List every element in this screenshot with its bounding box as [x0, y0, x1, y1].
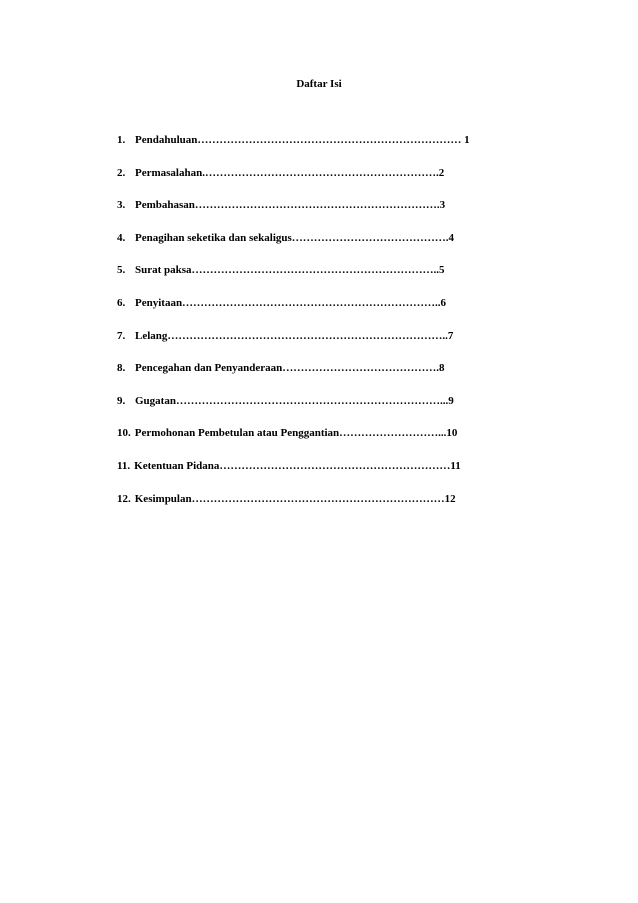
toc-entry: [117, 426, 517, 441]
toc-entry-number: 5.: [117, 264, 126, 277]
toc-entry-text: Surat paksa…………………………………………………………..5: [135, 264, 445, 277]
toc-entry-number: 8.: [117, 362, 126, 375]
toc-entry-text: Ketentuan Pidana………………………………………………………11: [134, 459, 461, 472]
toc-entry-number: 4.: [117, 231, 126, 244]
toc-entry-number: 7.: [117, 329, 126, 342]
toc-entry: [117, 133, 517, 148]
toc-entry-text: Permohonan Pembetulan atau Penggantian………………………...10: [134, 427, 458, 440]
toc-list: [117, 133, 517, 524]
toc-entry-text: Pendahuluan……………………………………………………………… 1: [135, 134, 470, 146]
toc-entry-text: Penyitaan……………………………………………………………..6: [135, 296, 447, 309]
toc-entry-text: Penagihan seketika dan sekaligus…………………………………….4: [135, 231, 455, 244]
toc-entry-text: Lelang…………………………………………………………………..7: [135, 329, 454, 342]
toc-entry: [117, 394, 517, 409]
toc-entry: [117, 329, 517, 344]
toc-entry: [117, 231, 517, 246]
toc-entry-text: Permasalahan.……………………………………………………….2: [135, 166, 445, 179]
toc-entry: [117, 263, 517, 278]
toc-entry-number: 1.: [117, 134, 126, 146]
toc-entry-number: 6.: [117, 296, 126, 309]
toc-entry: [117, 296, 517, 311]
toc-entry-number: 10.: [117, 427, 131, 440]
toc-entry-number: 3.: [117, 199, 126, 212]
toc-entry: [117, 492, 517, 507]
toc-entry-text: Pembahasan………………………………………………………….3: [135, 199, 446, 212]
toc-entry: [117, 361, 517, 376]
toc-entry-text: Pencegahan dan Penyanderaan…………………………………….8: [135, 362, 445, 375]
toc-entry: [117, 166, 517, 181]
toc-entry-number: 11.: [117, 459, 131, 472]
toc-entry: [117, 459, 517, 474]
toc-entry-number: 12.: [117, 492, 131, 505]
toc-entry-number: 2.: [117, 166, 126, 179]
toc-title: Daftar Isi: [296, 78, 342, 90]
toc-entry: [117, 198, 517, 213]
toc-entry-text: Gugatan………………………………………………………………...9: [135, 394, 454, 407]
toc-entry-number: 9.: [117, 394, 126, 407]
toc-entry-text: Kesimpulan……………………………………………………………12: [134, 492, 456, 505]
